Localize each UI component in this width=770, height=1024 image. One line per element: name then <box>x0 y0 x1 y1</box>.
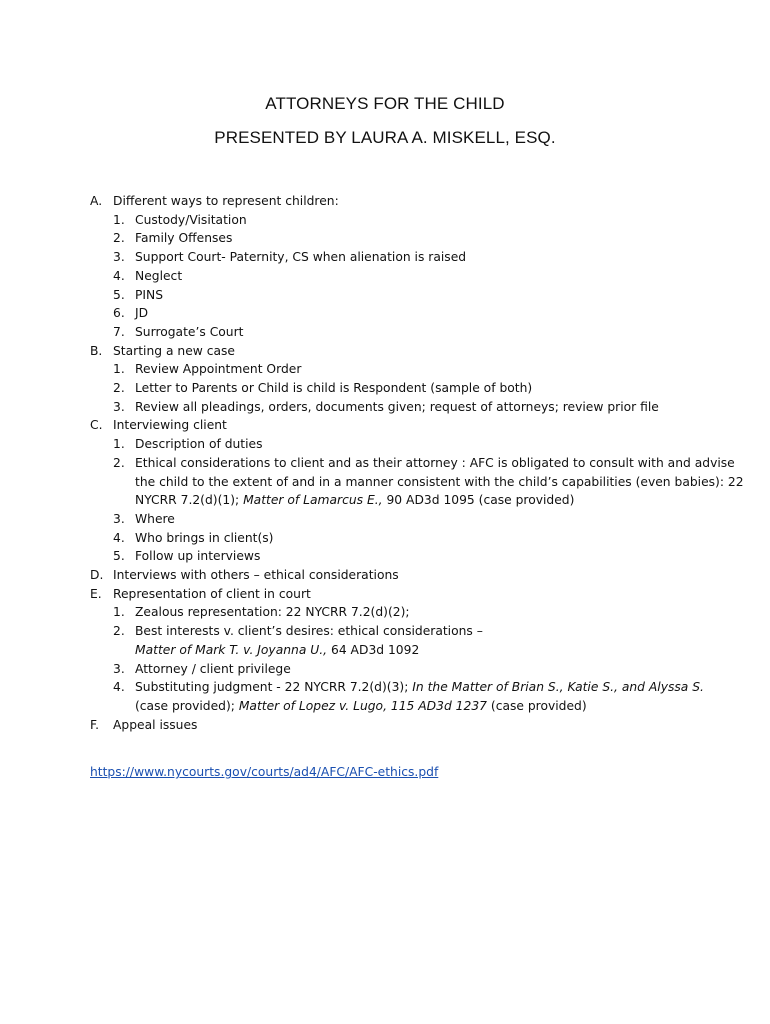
list-item <box>113 603 750 622</box>
item-number: 1. <box>113 437 125 452</box>
item-number: 2. <box>113 381 125 396</box>
item-number: 3. <box>113 399 125 414</box>
item-text-part: 90 AD3d 1095 (case provided) <box>382 493 575 508</box>
section-f <box>90 716 750 735</box>
list-item <box>113 398 750 417</box>
item-text-part: (case provided); <box>135 698 239 713</box>
item-text: Custody/Visitation <box>135 212 247 227</box>
item-number: 4. <box>113 530 125 545</box>
section-a-items <box>113 211 750 342</box>
section-letter: C. <box>90 418 103 433</box>
list-item <box>113 286 750 305</box>
section-heading: Appeal issues <box>113 717 198 732</box>
list-item <box>113 547 750 566</box>
item-text: Where <box>135 511 175 526</box>
section-letter: E. <box>90 586 102 601</box>
list-item <box>113 229 750 248</box>
section-c <box>90 416 750 435</box>
section-letter: F. <box>90 717 100 732</box>
list-item <box>113 678 750 715</box>
section-heading: Starting a new case <box>113 343 236 358</box>
section-d <box>90 566 750 585</box>
document-subtitle: PRESENTED BY LAURA A. MISKELL, ESQ. <box>214 128 556 147</box>
list-item <box>113 454 750 510</box>
item-number: 1. <box>113 212 125 227</box>
section-b-items <box>113 360 750 416</box>
ethics-pdf-link[interactable]: https://www.nycourts.gov/courts/ad4/AFC/AFC-ethics.pdf <box>90 765 439 779</box>
list-item <box>113 510 750 529</box>
section-c-items <box>113 435 750 566</box>
item-number: 5. <box>113 549 125 564</box>
item-number: 7. <box>113 324 125 339</box>
list-item <box>113 267 750 286</box>
item-text: Letter to Parents or Child is child is Respondent (sample of both) <box>135 381 533 396</box>
item-text <box>135 454 750 510</box>
item-number: 3. <box>113 511 125 526</box>
outline <box>90 192 750 734</box>
section-letter: B. <box>90 343 103 358</box>
case-citation: In the Matter of Brian S., Katie S., and Alyssa S. <box>412 680 704 695</box>
section-e <box>90 585 750 604</box>
list-item <box>113 622 750 659</box>
item-number: 4. <box>113 268 125 283</box>
section-heading: Interviews with others – ethical considerations <box>113 568 399 583</box>
item-text <box>135 622 750 659</box>
list-item <box>113 248 750 267</box>
item-number: 2. <box>113 455 125 470</box>
item-text-part: Ethical considerations to client and as their attorney : AFC is obligated to consult with and advise the child to the extent of and in a manner consistent with the child’s capabilities (even babies): 22 NYCRR 7.2(d)(1); <box>135 455 744 508</box>
list-item <box>113 211 750 230</box>
item-text: Follow up interviews <box>135 549 261 564</box>
item-number: 1. <box>113 362 125 377</box>
case-citation: Matter of Lamarcus E., <box>243 493 383 508</box>
item-text-part: Best interests v. client’s desires: ethical considerations – <box>135 624 483 639</box>
list-item <box>113 379 750 398</box>
case-citation: Matter of Lopez v. Lugo, 115 AD3d 1237 <box>238 698 487 713</box>
item-text: PINS <box>135 287 164 302</box>
item-number: 3. <box>113 661 125 676</box>
item-number: 1. <box>113 605 125 620</box>
list-item <box>113 360 750 379</box>
section-b <box>90 342 750 361</box>
item-number: 2. <box>113 231 125 246</box>
item-text <box>135 678 750 715</box>
item-text: Surrogate’s Court <box>135 324 244 339</box>
item-text-part: (case provided) <box>486 698 587 713</box>
list-item <box>113 435 750 454</box>
item-number: 6. <box>113 306 125 321</box>
item-number: 5. <box>113 287 125 302</box>
section-heading: Different ways to represent children: <box>113 194 339 208</box>
item-text: Review all pleadings, orders, documents given; request of attorneys; review prior file <box>135 399 659 414</box>
case-citation: Matter of Mark T. v. Joyanna U., <box>135 642 328 657</box>
item-text: Family Offenses <box>135 231 233 246</box>
list-item <box>113 660 750 679</box>
item-text: Attorney / client privilege <box>135 661 291 676</box>
item-text-part: 64 AD3d 1092 <box>327 642 420 657</box>
item-text: Support Court- Paternity, CS when alienation is raised <box>135 250 467 265</box>
section-heading: Interviewing client <box>113 418 227 433</box>
list-item <box>113 529 750 548</box>
item-text: JD <box>135 306 149 321</box>
list-item <box>113 323 750 342</box>
item-text: Neglect <box>135 268 183 283</box>
document-title: ATTORNEYS FOR THE CHILD <box>265 94 505 113</box>
item-number: 2. <box>113 624 125 639</box>
section-letter: D. <box>90 568 104 583</box>
item-number: 3. <box>113 250 125 265</box>
item-text: Description of duties <box>135 437 263 452</box>
section-a <box>90 192 750 211</box>
item-text: Zealous representation: 22 NYCRR 7.2(d)(2); <box>135 605 410 620</box>
section-e-items <box>113 603 750 715</box>
section-heading: Representation of client in court <box>113 586 311 601</box>
item-text: Who brings in client(s) <box>135 530 274 545</box>
section-letter: A. <box>90 194 103 208</box>
item-text: Review Appointment Order <box>135 362 302 377</box>
list-item <box>113 304 750 323</box>
item-number: 4. <box>113 680 125 695</box>
item-text-part: Substituting judgment - 22 NYCRR 7.2(d)(3); <box>135 680 413 695</box>
